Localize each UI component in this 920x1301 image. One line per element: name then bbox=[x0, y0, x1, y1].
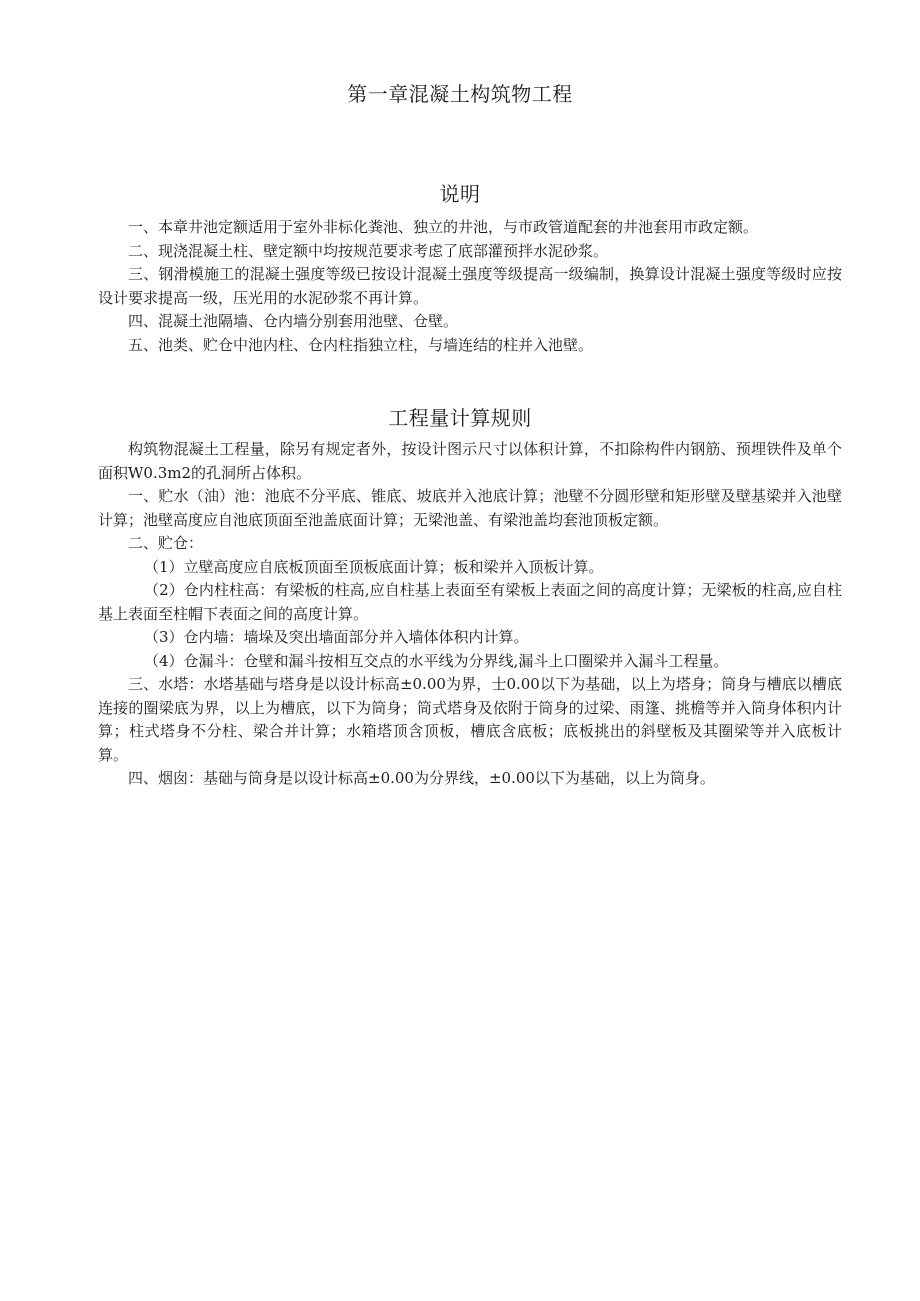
explanation-paragraph: 一、本章井池定额适用于室外非标化粪池、独立的井池，与市政管道配套的井池套用市政定额。 bbox=[128, 218, 759, 236]
rules-subitem: （1）立壁高度应自底板顶面至顶板底面计算；板和梁并入顶板计算。 bbox=[144, 557, 604, 576]
explanation-paragraph: 三、钢滑模施工的混凝土强度等级已按设计混凝土强度等级提高一级编制，换算设计混凝土强度等级时应按设计要求提高一级，压光用的水泥砂浆不再计算。 bbox=[98, 265, 842, 307]
rules-subitem: （4）仓漏斗：仓壁和漏斗按相互交点的水平线为分界线,漏斗上口圈梁并入漏斗工程量。 bbox=[144, 651, 729, 670]
explanation-paragraph: 五、池类、贮仓中池内柱、仓内柱指独立柱，与墙连结的柱并入池壁。 bbox=[128, 335, 594, 354]
chapter-title: 第一章混凝土构筑物工程 bbox=[347, 82, 573, 106]
rules-item-water-tower: 三、水塔：水塔基础与塔身是以设计标高±0.00为界，士0.00以下为基础，以上为塔身；筒身与槽底以槽底连接的圈梁底为界，以上为槽底，以下为筒身；筒式塔身及依附于筒身的过梁、雨篷、挑檐等并入筒身体积内计算；柱式塔身不分柱、梁合并计算；水箱塔顶含顶板，槽底含底板；底板挑出的斜壁板及其圈梁等并入底板计算。 bbox=[98, 675, 842, 764]
rules-heading: 工程量计算规则 bbox=[388, 406, 532, 430]
rules-item-chimney: 四、烟囱：基础与筒身是以设计标高±0.00为分界线，±0.00以下为基础，以上为筒身。 bbox=[128, 769, 715, 787]
explanation-section bbox=[98, 216, 842, 357]
explanation-paragraph: 四、混凝土池隔墙、仓内墙分别套用池壁、仓壁。 bbox=[128, 312, 459, 330]
rules-section bbox=[98, 438, 842, 791]
rules-item-reservoir: 一、贮水（油）池：池底不分平底、锥底、坡底并入池底计算；池壁不分圆形壁和矩形壁及壁基梁并入池壁计算；池壁高度应自池底顶面至池盖底面计算；无梁池盖、有梁池盖均套池顶板定额。 bbox=[98, 487, 842, 529]
rules-intro: 构筑物混凝土工程量，除另有规定者外，按设计图示尺寸以体积计算，不扣除构件内钢筋、预埋铁件及单个面积W0.3m2的孔洞所占体积。 bbox=[98, 440, 842, 482]
explanation-paragraph: 二、现浇混凝土柱、壁定额中均按规范要求考虑了底部灌预拌水泥砂浆。 bbox=[128, 241, 609, 260]
rules-item-silo: 二、贮仓： bbox=[128, 534, 204, 552]
rules-subitem: （3）仓内墙：墙垛及突出墙面部分并入墙体体积内计算。 bbox=[144, 628, 529, 646]
explanation-heading: 说明 bbox=[439, 182, 481, 206]
rules-subitem: （2）仓内柱柱高：有梁板的柱高,应自柱基上表面至有梁板上表面之间的高度计算；无梁板的柱高,应自柱基上表面至柱帽下表面之间的高度计算。 bbox=[98, 581, 842, 623]
